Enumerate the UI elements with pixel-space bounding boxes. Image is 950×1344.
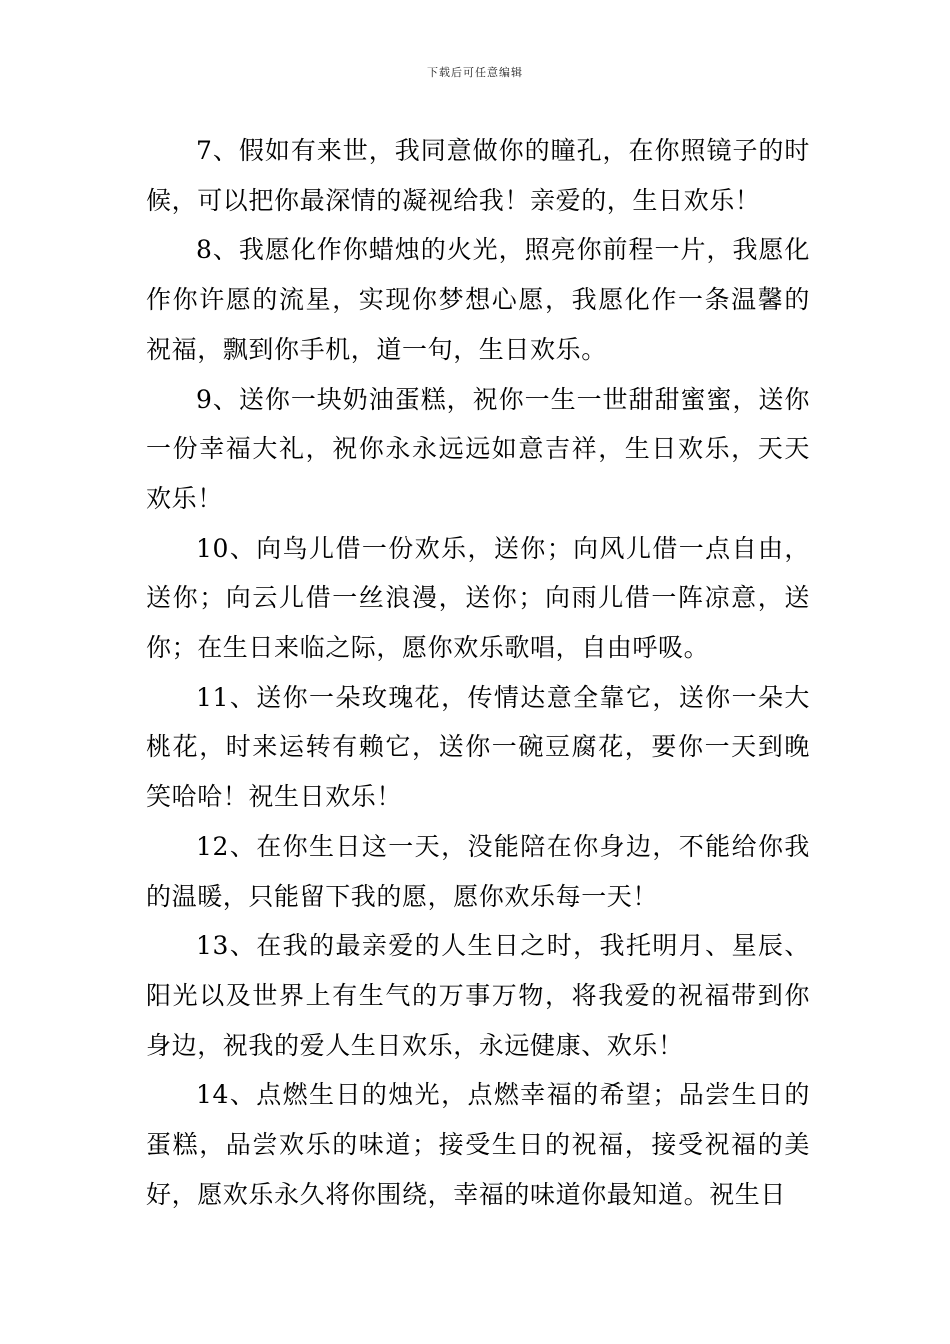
paragraph-8: 8、我愿化作你蜡烛的火光，照亮你前程一片，我愿化作你许愿的流星，实现你梦想心愿，我愿化作一条温馨的祝福，飘到你手机，道一句，生日欢乐。 (146, 235, 810, 364)
page-header: 下载后可任意编辑 (427, 66, 523, 79)
paragraph-14: 14、点燃生日的烛光，点燃幸福的希望；品尝生日的蛋糕，品尝欢乐的味道；接受生日的祝福，接受祝福的美好，愿欢乐永久将你围绕，幸福的味道你最知道。祝生日 (146, 1080, 810, 1209)
paragraph-11: 11、送你一朵玫瑰花，传情达意全靠它，送你一朵大桃花，时来运转有赖它，送你一碗豆腐花，要你一天到晚笑哈哈！祝生日欢乐！ (146, 682, 810, 812)
paragraph-7: 7、假如有来世，我同意做你的瞳孔，在你照镜子的时候，可以把你最深情的凝视给我！亲爱的，生日欢乐！ (146, 136, 810, 215)
paragraph-10: 10、向鸟儿借一份欢乐，送你；向风儿借一点自由，送你；向云儿借一丝浪漫，送你；向雨儿借一阵凉意，送你；在生日来临之际，愿你欢乐歌唱，自由呼吸。 (146, 533, 810, 663)
paragraph-13: 13、在我的最亲爱的人生日之时，我托明月、星辰、阳光以及世界上有生气的万事万物，将我爱的祝福带到你身边，祝我的爱人生日欢乐，永远健康、欢乐！ (146, 931, 810, 1060)
paragraph-9: 9、送你一块奶油蛋糕，祝你一生一世甜甜蜜蜜，送你一份幸福大礼，祝你永永远远如意吉祥，生日欢乐，天天欢乐！ (146, 384, 810, 513)
document-body (146, 126, 810, 1219)
paragraph-12: 12、在你生日这一天，没能陪在你身边，不能给你我的温暖，只能留下我的愿，愿你欢乐每一天！ (146, 831, 810, 911)
